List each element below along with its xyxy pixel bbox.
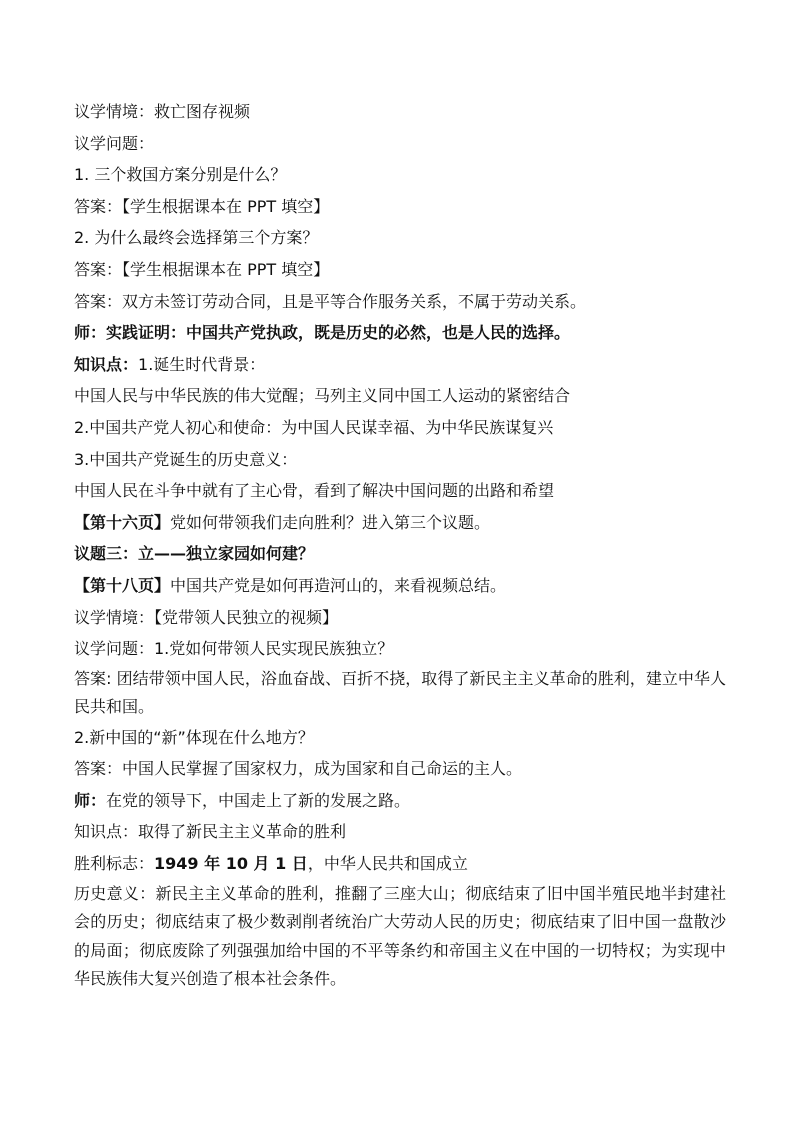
knowledge-point-line — [74, 349, 726, 381]
text-span: 胜利标志： — [74, 854, 155, 874]
text-span: ，中华人民共和国成立 — [307, 854, 468, 874]
teacher-statement: 师：实践证明：中国共产党执政，既是历史的必然，也是人民的选择。 — [74, 323, 571, 343]
text-span: 党如何带领我们走向胜利？进入第三个议题。 — [170, 512, 491, 532]
page-ref-label: 【第十六页】 — [74, 512, 171, 532]
text-line: 答案：【学生根据课本在 PPT 填空】 — [74, 259, 330, 279]
historical-significance-paragraph: 历史意义：新民主主义革命的胜利，推翻了三座大山；彻底结束了旧中国半殖民地半封建社会的历史；彻底结束了极少数剥削者统治广大劳动人民的历史；彻底结束了旧中国一盘散沙的局面；彻底废除了列强强加给中国的不平等条约和帝国主义在中国的一切特权；为实现中华民族伟大复兴创造了根本社会条件。 — [74, 883, 726, 989]
page-ref-line — [74, 507, 726, 539]
topic-heading: 议题三：立——独立家园如何建？ — [74, 544, 315, 564]
text-line: 中国人民在斗争中就有了主心骨，看到了解决中国问题的出路和希望 — [74, 481, 555, 501]
teacher-label: 师： — [74, 790, 107, 810]
text-line: 2.中国共产党人初心和使命：为中国人民谋幸福、为中华民族谋复兴 — [74, 417, 554, 437]
text-line: 2. 为什么最终会选择第三个方案？ — [74, 228, 319, 248]
victory-sign-line — [74, 848, 726, 880]
page-ref-line — [74, 570, 726, 602]
text-line: 议学问题： — [74, 133, 155, 153]
text-line: 答案：【学生根据课本在 PPT 填空】 — [74, 196, 330, 216]
text-line: 议学情境：【党带领人民独立的视频】 — [74, 607, 339, 627]
founding-date: 1949 年 10 月 1 日 — [154, 854, 308, 874]
knowledge-point-label: 知识点： — [74, 354, 139, 374]
text-line: 1. 三个救国方案分别是什么？ — [74, 165, 287, 185]
text-line: 议学情境：救亡图存视频 — [74, 102, 251, 121]
document-body — [74, 96, 726, 994]
text-line: 2.新中国的“新”体现在什么地方？ — [74, 727, 314, 747]
text-line: 答案：双方未签订劳动合同，且是平等合作服务关系，不属于劳动关系。 — [74, 291, 587, 311]
page-ref-label: 【第十八页】 — [74, 575, 171, 595]
text-span: 中国共产党是如何再造河山的，来看视频总结。 — [170, 575, 507, 595]
text-line: 知识点：取得了新民主主义革命的胜利 — [74, 822, 347, 842]
text-line: 答案：中国人民掌握了国家权力，成为国家和自己命运的主人。 — [74, 759, 523, 779]
text-span: 在党的领导下，中国走上了新的发展之路。 — [106, 790, 411, 810]
text-line: 3.中国共产党诞生的历史意义： — [74, 449, 298, 469]
text-line: 中国人民与中华民族的伟大觉醒；马列主义同中国工人运动的紧密结合 — [74, 386, 571, 406]
text-span: 1.诞生时代背景： — [138, 354, 266, 374]
teacher-line — [74, 785, 726, 817]
text-line: 议学问题：1.党如何带领人民实现民族独立？ — [74, 639, 394, 659]
answer-paragraph: 答案: 团结带领中国人民，浴血奋战、百折不挠，取得了新民主主义革命的胜利，建立中华人民共和国。 — [74, 668, 726, 717]
